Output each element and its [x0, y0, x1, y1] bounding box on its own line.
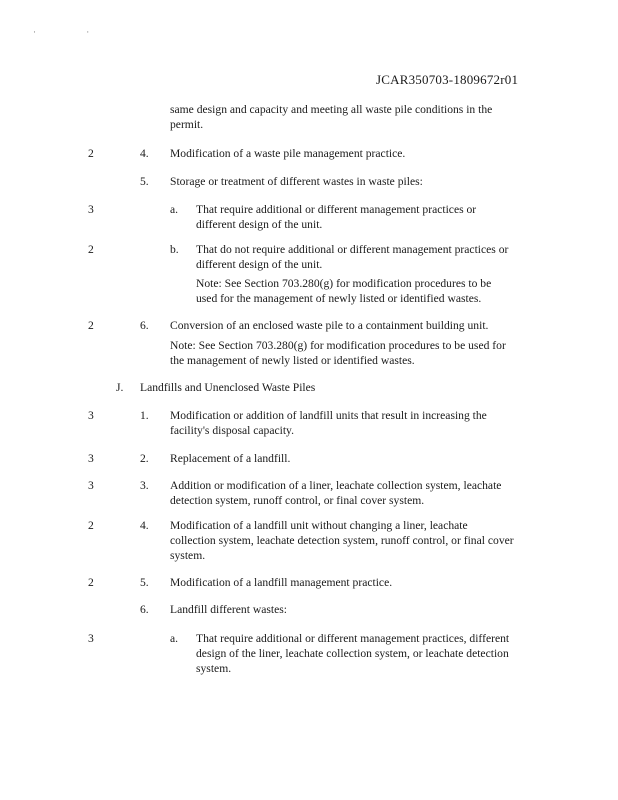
note-text: Note: See Section 703.280(g) for modification procedures to be used for the management of newly listed or identified wastes.: [170, 339, 506, 367]
item-number: 6.: [140, 319, 149, 332]
scan-marks: · ·: [33, 27, 114, 37]
tier-number: 3: [88, 409, 94, 422]
item-text: Conversion of an enclosed waste pile to a containment building unit.: [170, 319, 489, 332]
item-number: 5.: [140, 576, 149, 589]
section-title: Landfills and Unenclosed Waste Piles: [140, 381, 316, 394]
item-number: 6.: [140, 603, 149, 616]
item-text: Modification of a landfill unit without changing a liner, leachate collection system, leachate detection system, runoff control, or final cover system.: [170, 519, 514, 562]
sub-item-text: That require additional or different management practices or different design of the unit.: [196, 203, 477, 231]
tier-number: 3: [88, 203, 94, 216]
item-number: 1.: [140, 409, 149, 422]
item-number: 4.: [140, 519, 149, 532]
tier-number: 2: [88, 519, 94, 532]
tier-number: 2: [88, 319, 94, 332]
item-text: Replacement of a landfill.: [170, 452, 291, 465]
item-number: 2.: [140, 452, 149, 465]
tier-number: 3: [88, 479, 94, 492]
item-number: 4.: [140, 147, 149, 160]
document-id: JCAR350703-1809672r01: [376, 72, 519, 87]
item-number: 3.: [140, 479, 149, 492]
continuation-text: same design and capacity and meeting all waste pile conditions in the permit.: [170, 103, 493, 131]
section-letter: J.: [116, 381, 124, 394]
note-text: Note: See Section 703.280(g) for modification procedures to be used for the management of newly listed or identified wastes.: [196, 277, 492, 305]
item-text: Modification of a waste pile management practice.: [170, 147, 406, 160]
sub-item-letter: b.: [170, 243, 179, 256]
item-number: 5.: [140, 175, 149, 188]
sub-item-text: That do not require additional or different management practices or different design of the unit.: [196, 243, 509, 271]
tier-number: 3: [88, 452, 94, 465]
tier-number: 2: [88, 147, 94, 160]
sub-item-text: That require additional or different management practices, different design of the liner, leachate collection system, or leachate detection system.: [196, 632, 510, 675]
item-text: Modification of a landfill management practice.: [170, 576, 393, 589]
sub-item-letter: a.: [170, 632, 179, 645]
sub-item-letter: a.: [170, 203, 179, 216]
item-text: Storage or treatment of different wastes in waste piles:: [170, 175, 423, 188]
item-text: Landfill different wastes:: [170, 603, 287, 616]
tier-number: 3: [88, 632, 94, 645]
item-text: Modification or addition of landfill units that result in increasing the facility's disposal capacity.: [170, 409, 487, 437]
item-text: Addition or modification of a liner, leachate collection system, leachate detection system, runoff control, or final cover system.: [170, 479, 502, 507]
tier-number: 2: [88, 243, 94, 256]
tier-number: 2: [88, 576, 94, 589]
